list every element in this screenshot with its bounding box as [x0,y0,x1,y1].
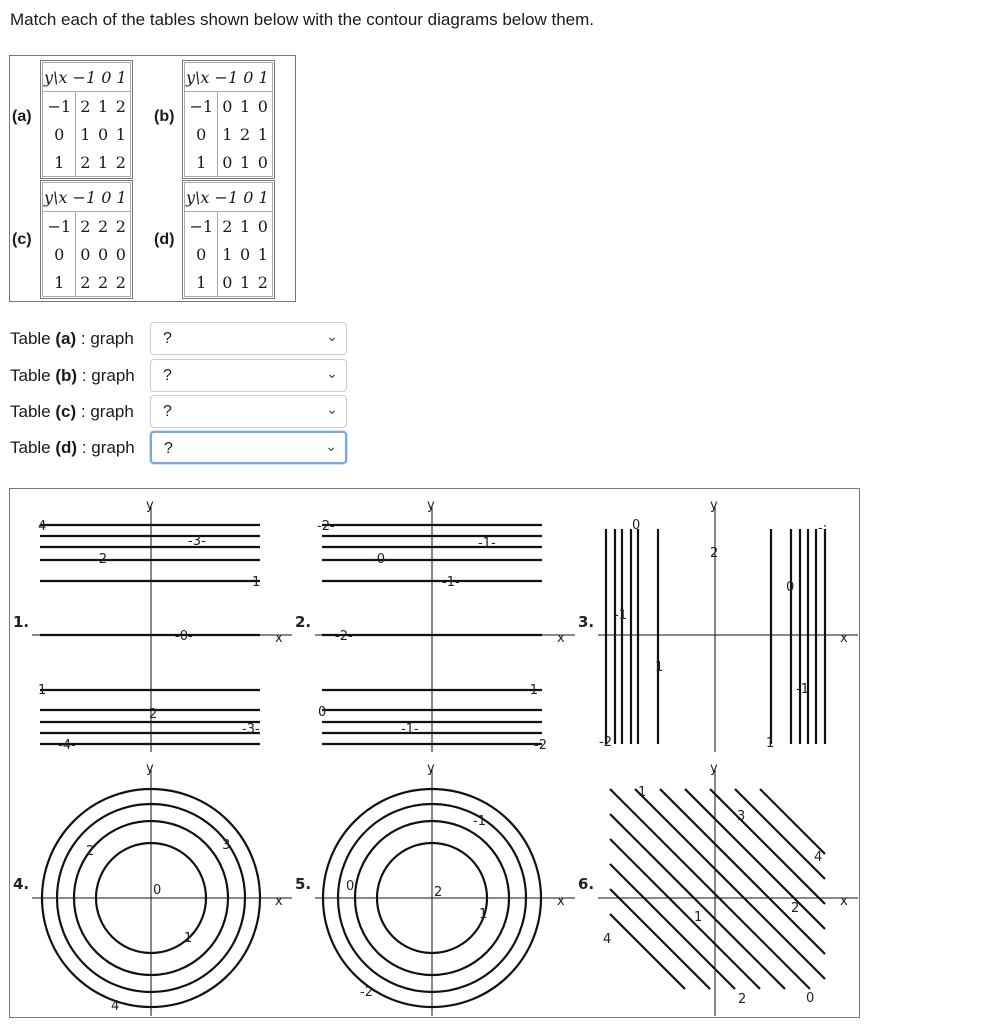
x-axis-label: x [840,631,848,646]
row-header: −1 [185,212,218,241]
table-cell: 1 [257,124,268,144]
contour-label: 4 [814,850,823,865]
contour-label: 0 [318,705,327,720]
contour-label: 1 [766,736,775,751]
contour-label: -1- [525,683,543,698]
table-cell: 2 [97,216,109,236]
contour-label: -2- [317,519,335,534]
graph-6 [598,769,858,1016]
graph-number: 5. [295,875,312,893]
graph-select-a[interactable]: ? ⌄ [150,322,347,355]
table-cell: 2 [97,272,109,292]
table-cell: 0 [257,216,268,236]
table-cell: 2 [80,216,91,236]
contour-label: -1- [478,536,496,551]
table-cell: 0 [257,152,268,172]
row-header: 0 [185,120,218,148]
table-header: y\x −1 0 1 [43,63,131,92]
table-cell: 1 [239,216,251,236]
contour-label: -1 [796,682,809,697]
table-cell: 0 [115,244,126,264]
table-cell: 2 [80,272,91,292]
contour-label: 0 [632,518,641,533]
contour-label: 2 [149,707,158,722]
table-cell: 1 [257,244,268,264]
table-cell: 0 [222,272,233,292]
contour-label: 1 [184,931,193,946]
table-cell: 2 [115,96,126,116]
graph-4 [32,769,292,1016]
contour-label: 1 [479,907,488,922]
contour-label: -1 [473,814,486,829]
row-header: 1 [185,148,218,177]
contour-label: -2- [335,629,353,644]
contour-label: -1- [401,722,419,737]
x-axis-label: x [275,894,283,909]
row-header: 1 [43,268,76,297]
table-cell: 1 [97,152,109,172]
graph-3 [598,507,858,752]
row-header: −1 [43,212,76,241]
graph-select-b[interactable]: ? ⌄ [150,359,347,392]
table-header: y\x −1 0 1 [185,63,273,92]
graph-number: 6. [578,875,595,893]
table-cell: 2 [222,216,233,236]
table-cell: 2 [257,272,268,292]
graph-select-c[interactable]: ? ⌄ [150,395,347,428]
table-cell: 2 [115,152,126,172]
row-header: −1 [43,92,76,121]
x-axis-label: x [557,631,565,646]
table-header: y\x −1 0 1 [185,183,273,212]
table-cell: 2 [80,96,91,116]
chevron-down-icon: ⌄ [325,438,337,454]
table-cell: 2 [115,272,126,292]
graph-number: 4. [13,875,30,893]
row-header: 1 [185,268,218,297]
y-axis-label: y [427,761,435,776]
graph-2 [315,507,575,752]
contour-label: 3 [222,838,231,853]
contour-label: -1- [442,575,460,590]
table-cell: 1 [115,124,126,144]
answer-row-d: Table (d) : graph [10,438,135,457]
table-cell: 0 [222,152,233,172]
row-header: 0 [43,240,76,268]
contour-label: -4- [58,738,76,753]
table-cell: 1 [222,244,233,264]
instructions-text: Match each of the tables shown below with the contour diagrams below them. [10,10,594,29]
contour-label: 1 [38,683,47,698]
x-axis-label: x [840,894,848,909]
contour-label: 4 [38,519,47,534]
table-cell: 1 [222,124,233,144]
contour-label: 0 [153,883,162,898]
table-cell: 0 [239,244,251,264]
tables-container [9,55,296,302]
contour-label: 1 [252,575,261,590]
table-cell: 2 [115,216,126,236]
y-axis-label: y [146,498,154,513]
contour-label: 1 [694,910,703,925]
contour-label: -2 [534,738,547,753]
row-header: 0 [43,120,76,148]
contour-graphs [10,489,859,1017]
table-b [182,60,275,179]
contour-label: -: [818,521,828,536]
contour-label: -0- [175,629,193,644]
table-cell: 0 [257,96,268,116]
graph-number: 1. [13,613,30,631]
table-label-b: (b) [154,108,175,125]
row-header: 1 [43,148,76,177]
table-label-a: (a) [12,108,32,125]
contour-label: 2 [710,546,719,561]
contour-label: 2 [738,992,747,1007]
table-a [40,60,133,179]
table-cell: 0 [80,244,91,264]
contour-label: 2 [86,844,95,859]
table-cell: 2 [239,124,251,144]
y-axis-label: y [710,761,718,776]
graph-number: 2. [295,613,312,631]
contour-label: 2 [791,901,800,916]
graph-select-d[interactable]: ? ⌄ [150,431,347,464]
table-cell: 0 [222,96,233,116]
contour-label: 0 [806,991,815,1006]
contour-label: 0 [786,580,795,595]
table-label-c: (c) [12,231,32,248]
table-label-d: (d) [154,231,175,248]
contour-label: 2 [434,885,443,900]
chevron-down-icon: ⌄ [326,328,338,344]
table-header: y\x −1 0 1 [43,183,131,212]
contour-label: 1 [638,785,647,800]
table-cell: 1 [97,96,109,116]
contour-label: 4 [111,999,120,1014]
table-c [40,180,133,299]
table-d [182,180,275,299]
table-cell: 2 [80,152,91,172]
table-cell: 1 [239,96,251,116]
x-axis-label: x [557,894,565,909]
contour-label: -3- [242,722,260,737]
row-header: 0 [185,240,218,268]
contour-label: -3- [188,534,206,549]
table-cell: 1 [239,272,251,292]
graphs-container [9,488,860,1018]
chevron-down-icon: ⌄ [326,365,338,381]
contour-label: 3 [737,809,746,824]
table-cell: 1 [80,124,91,144]
graph-1 [32,507,292,752]
contour-label: 4 [603,932,612,947]
contour-label: 0 [346,879,355,894]
contour-label: -1 [614,608,627,623]
y-axis-label: y [146,761,154,776]
answer-row-c: Table (c) : graph [10,402,134,421]
x-axis-label: x [275,631,283,646]
contour-label: -2- [94,552,112,567]
contour-label: -0- [372,552,390,567]
contour-label: -2 [599,735,612,750]
graph-number: 3. [578,613,595,631]
contour-label: 1 [655,660,664,675]
table-cell: 0 [97,124,109,144]
chevron-down-icon: ⌄ [326,401,338,417]
contour-label: -2 [360,985,373,1000]
y-axis-label: y [710,498,718,513]
table-cell: 1 [239,152,251,172]
answer-row-b: Table (b) : graph [10,366,135,385]
row-header: −1 [185,92,218,121]
answer-row-a: Table (a) : graph [10,329,134,348]
table-cell: 0 [97,244,109,264]
y-axis-label: y [427,498,435,513]
